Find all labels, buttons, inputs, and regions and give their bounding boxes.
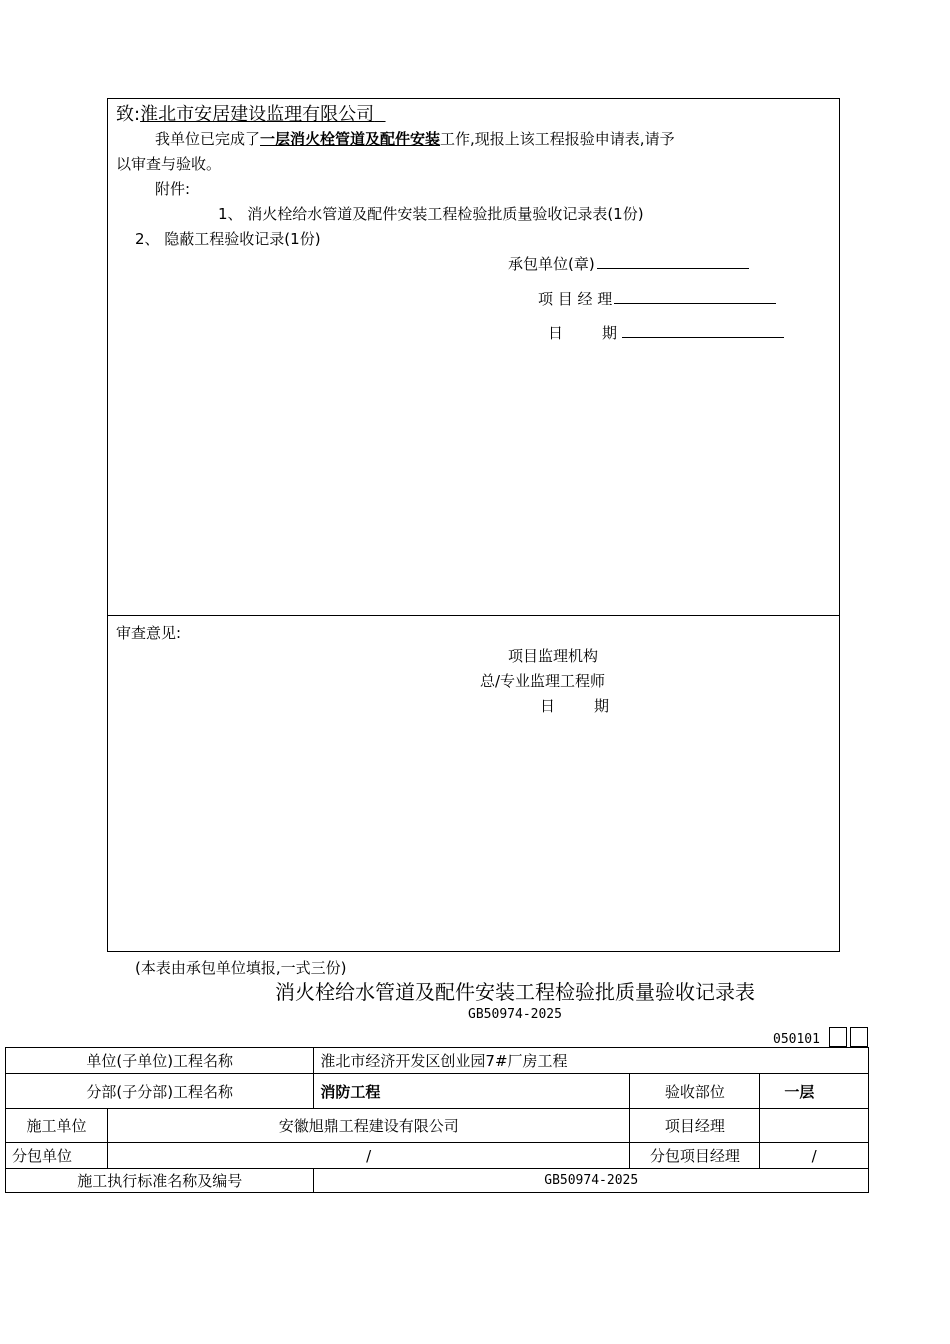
acceptance-part-label: 验收部位 [630, 1074, 760, 1109]
project-name-value[interactable]: 淮北市经济开发区创业园7#厂房工程 [314, 1048, 869, 1074]
review-engineer-label: 总/专业监理工程师 [480, 672, 606, 690]
project-name-label: 单位(子单位)工程名称 [6, 1048, 314, 1074]
to-prefix: 致: [116, 104, 141, 125]
record-info-table [5, 1047, 869, 1193]
standard-value[interactable]: GB50974-2025 [314, 1169, 869, 1193]
body-work: 一层消火栓管道及配件安装 [260, 130, 441, 148]
date-label: 日 期 [548, 324, 621, 342]
review-org-label: 项目监理机构 [508, 647, 599, 665]
record-title: 消火栓给水管道及配件安装工程检验批质量验收记录表 [275, 980, 755, 1004]
table-row [6, 1074, 869, 1109]
review-label: 审查意见: [116, 624, 182, 642]
body-prefix: 我单位已完成了 [155, 130, 261, 148]
attachments-label: 附件: [155, 180, 191, 198]
body-line-1 [155, 128, 675, 149]
body-line-2: 以审查与验收。 [116, 155, 222, 173]
footnote: (本表由承包单位填报,一式三份) [135, 959, 347, 977]
division-value[interactable]: 消防工程 [314, 1074, 630, 1109]
attachment-2: 2、 隐蔽工程验收记录(1份) [135, 230, 321, 248]
contractor-signature-line[interactable] [597, 267, 749, 269]
table-row [6, 1048, 869, 1074]
sub-pm-label: 分包项目经理 [630, 1143, 760, 1169]
application-box [107, 98, 840, 616]
division-label: 分部(子分部)工程名称 [6, 1074, 314, 1109]
contractor-signature-row [508, 253, 749, 274]
form-number: 050101 [773, 1032, 820, 1047]
body-suffix: 工作,现报上该工程报验申请表,请予 [440, 130, 675, 148]
date-line[interactable] [622, 336, 784, 338]
table-row [6, 1169, 869, 1193]
pm-label: 项 目 经 理 [538, 290, 613, 308]
review-date-label: 日 期 [540, 697, 613, 715]
review-box [107, 615, 840, 952]
project-manager-label: 项目经理 [630, 1109, 760, 1143]
addressee-line [116, 100, 386, 126]
project-manager-value[interactable] [760, 1109, 869, 1143]
subcontractor-value[interactable]: / [108, 1143, 630, 1169]
form-number-box-1[interactable] [829, 1027, 847, 1047]
to-company: 淮北市安居建设监理有限公司 [140, 104, 375, 125]
pm-signature-line[interactable] [614, 302, 776, 304]
sub-pm-value[interactable]: / [760, 1143, 869, 1169]
standard-label: 施工执行标准名称及编号 [6, 1169, 314, 1193]
attachment-1: 1、 消火栓给水管道及配件安装工程检验批质量验收记录表(1份) [218, 205, 644, 223]
date-signature-row [548, 322, 784, 343]
contractor-label: 承包单位(章) [508, 255, 595, 273]
table-row [6, 1109, 869, 1143]
pm-signature-row [538, 288, 776, 309]
constructor-value[interactable]: 安徽旭鼎工程建设有限公司 [108, 1109, 630, 1143]
constructor-label: 施工单位 [6, 1109, 108, 1143]
record-standard-code: GB50974-2025 [468, 1007, 562, 1022]
subcontractor-label: 分包单位 [6, 1143, 108, 1169]
form-number-box-2[interactable] [850, 1027, 868, 1047]
acceptance-part-value[interactable]: 一层 [760, 1074, 869, 1109]
table-row [6, 1143, 869, 1169]
